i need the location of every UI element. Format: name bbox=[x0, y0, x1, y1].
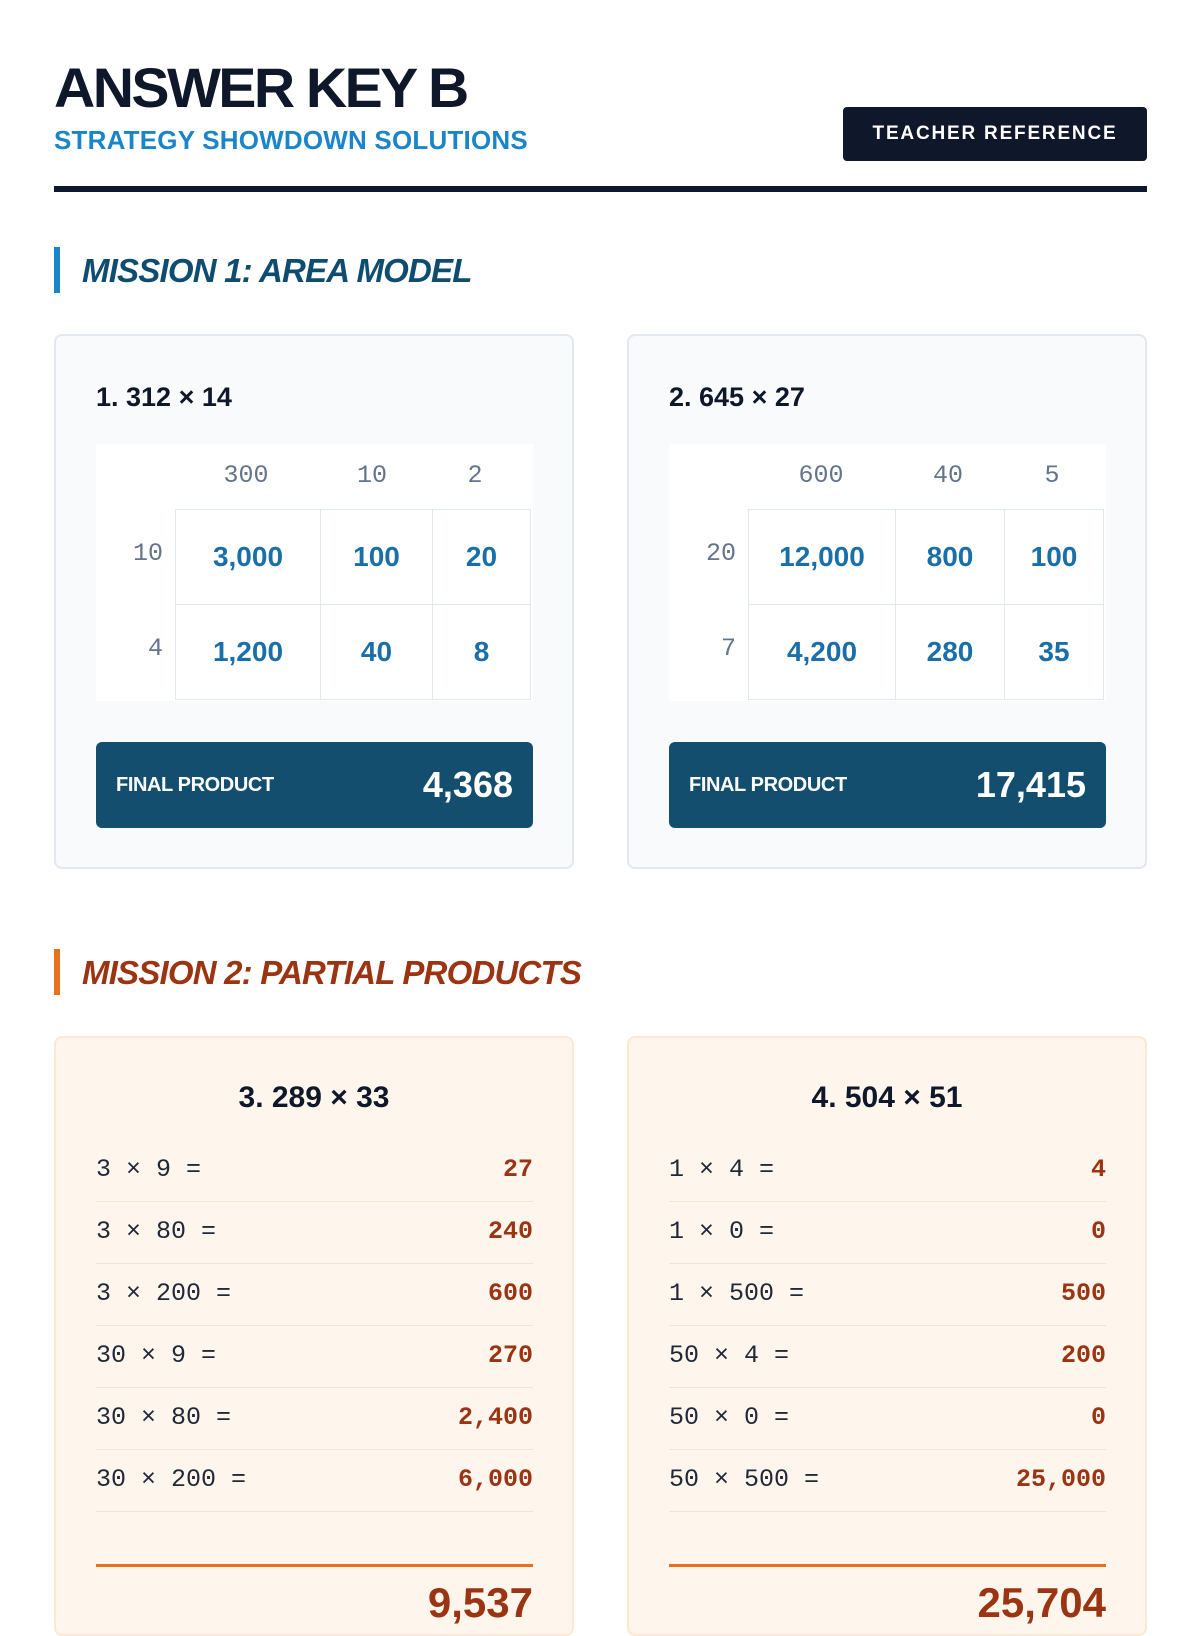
partial-product-equation: 30 × 80 = bbox=[96, 1403, 232, 1432]
partial-product-equation: 3 × 80 = bbox=[96, 1217, 217, 1246]
partial-product-value: 25,000 bbox=[1015, 1465, 1106, 1494]
grid-cell: 100 bbox=[1004, 509, 1104, 605]
problem-label: 2. 645 × 27 bbox=[669, 382, 805, 412]
problem-label: 3. 289 × 33 bbox=[238, 1081, 390, 1114]
grid-cell: 12,000 bbox=[748, 509, 896, 605]
partial-products-total: 25,704 bbox=[977, 1579, 1106, 1626]
partial-product-value: 500 bbox=[1060, 1279, 1106, 1308]
partial-product-row bbox=[669, 1140, 1106, 1202]
grid-cell: 35 bbox=[1004, 604, 1104, 700]
partial-product-equation: 3 × 200 = bbox=[96, 1279, 232, 1308]
section-accent-bar bbox=[54, 949, 60, 995]
grid-cell: 20 bbox=[432, 509, 531, 605]
partial-products-list bbox=[96, 1140, 533, 1512]
partial-product-value: 6,000 bbox=[457, 1465, 533, 1494]
grid-cell: 40 bbox=[320, 604, 433, 700]
grid-cell: 800 bbox=[895, 509, 1005, 605]
section-title: MISSION 1: AREA MODEL bbox=[82, 252, 472, 289]
grid-column-header: 5 bbox=[1044, 461, 1060, 490]
area-model-card-2 bbox=[627, 334, 1147, 869]
partial-product-row bbox=[96, 1140, 533, 1202]
area-model-grid bbox=[669, 444, 1106, 701]
partial-product-value: 2,400 bbox=[457, 1403, 533, 1432]
partial-product-value: 4 bbox=[1090, 1155, 1106, 1184]
grid-cell: 100 bbox=[320, 509, 433, 605]
partial-product-equation: 50 × 500 = bbox=[669, 1465, 820, 1494]
partial-products-card-3 bbox=[54, 1036, 574, 1636]
grid-column-header: 40 bbox=[932, 461, 963, 490]
section-accent-bar bbox=[54, 247, 60, 293]
partial-product-value: 27 bbox=[502, 1155, 533, 1184]
header-divider bbox=[54, 186, 1147, 192]
page-title: ANSWER KEY B bbox=[54, 56, 467, 119]
partial-product-row bbox=[669, 1388, 1106, 1450]
partial-product-row bbox=[669, 1450, 1106, 1512]
grid-column-header: 10 bbox=[356, 461, 387, 490]
sum-divider bbox=[96, 1564, 533, 1567]
grid-column-header: 2 bbox=[467, 461, 483, 490]
partial-product-equation: 1 × 0 = bbox=[669, 1217, 775, 1246]
sum-divider bbox=[669, 1564, 1106, 1567]
problem-label: 4. 504 × 51 bbox=[811, 1081, 963, 1114]
grid-column-header: 300 bbox=[223, 461, 269, 490]
partial-product-value: 0 bbox=[1090, 1403, 1106, 1432]
partial-products-card-4 bbox=[627, 1036, 1147, 1636]
section-title: MISSION 2: PARTIAL PRODUCTS bbox=[82, 954, 582, 991]
grid-cell: 1,200 bbox=[175, 604, 321, 700]
partial-product-equation: 50 × 4 = bbox=[669, 1341, 790, 1370]
partial-product-row bbox=[96, 1388, 533, 1450]
final-product-value: 17,415 bbox=[975, 764, 1086, 805]
grid-cell: 4,200 bbox=[748, 604, 896, 700]
partial-product-equation: 50 × 0 = bbox=[669, 1403, 790, 1432]
partial-product-row bbox=[96, 1202, 533, 1264]
partial-product-value: 240 bbox=[487, 1217, 533, 1246]
partial-products-list bbox=[669, 1140, 1106, 1512]
grid-row-header: 7 bbox=[720, 634, 736, 663]
area-model-card-1 bbox=[54, 334, 574, 869]
partial-product-equation: 30 × 9 = bbox=[96, 1341, 217, 1370]
final-product-label: FINAL PRODUCT bbox=[689, 774, 847, 796]
page-header bbox=[54, 56, 1147, 194]
partial-product-equation: 30 × 200 = bbox=[96, 1465, 247, 1494]
partial-product-value: 600 bbox=[487, 1279, 533, 1308]
grid-cell: 280 bbox=[895, 604, 1005, 700]
partial-product-equation: 1 × 4 = bbox=[669, 1155, 775, 1184]
grid-cell: 8 bbox=[432, 604, 531, 700]
partial-product-row bbox=[96, 1450, 533, 1512]
teacher-reference-badge: TEACHER REFERENCE bbox=[843, 107, 1147, 161]
partial-product-value: 200 bbox=[1060, 1341, 1106, 1370]
partial-product-row bbox=[96, 1326, 533, 1388]
grid-row-header: 10 bbox=[132, 539, 163, 568]
page-subtitle: STRATEGY SHOWDOWN SOLUTIONS bbox=[54, 125, 528, 155]
final-product-bar bbox=[96, 742, 533, 828]
partial-product-equation: 1 × 500 = bbox=[669, 1279, 805, 1308]
final-product-value: 4,368 bbox=[422, 764, 513, 805]
partial-product-row bbox=[669, 1326, 1106, 1388]
problem-label: 1. 312 × 14 bbox=[96, 382, 232, 412]
partial-product-equation: 3 × 9 = bbox=[96, 1155, 202, 1184]
partial-product-row bbox=[669, 1202, 1106, 1264]
final-product-bar bbox=[669, 742, 1106, 828]
final-product-label: FINAL PRODUCT bbox=[116, 774, 274, 796]
partial-product-value: 270 bbox=[487, 1341, 533, 1370]
grid-cell: 3,000 bbox=[175, 509, 321, 605]
partial-product-value: 0 bbox=[1090, 1217, 1106, 1246]
partial-product-row bbox=[669, 1264, 1106, 1326]
grid-row-header: 20 bbox=[705, 539, 736, 568]
partial-products-total: 9,537 bbox=[427, 1579, 533, 1626]
area-model-grid bbox=[96, 444, 533, 701]
partial-product-row bbox=[96, 1264, 533, 1326]
grid-row-header: 4 bbox=[147, 634, 163, 663]
grid-column-header: 600 bbox=[798, 461, 844, 490]
